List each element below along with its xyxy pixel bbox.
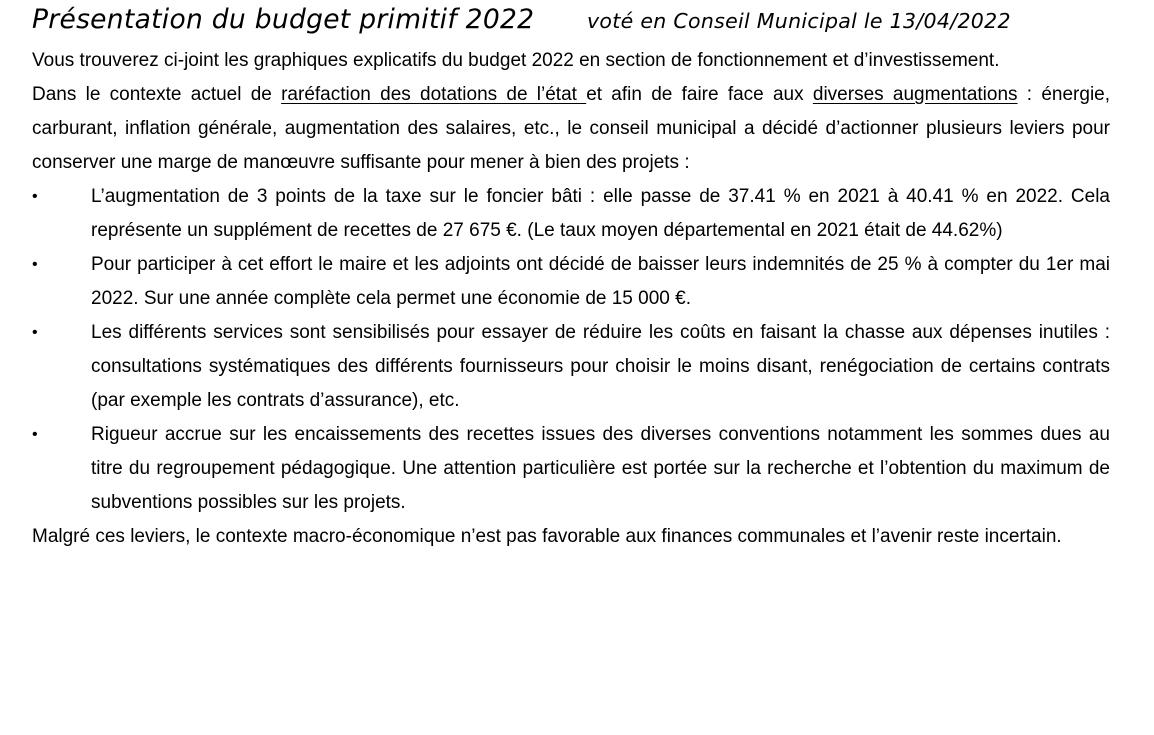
lever-item xyxy=(32,316,1110,418)
page-title xyxy=(32,0,1110,44)
bullet-icon: • xyxy=(32,188,38,205)
context-text-2: et afin de faire face aux xyxy=(586,84,813,105)
context-text-1: Dans le contexte actuel de xyxy=(32,84,282,105)
underlined-augmentations: diverses augmentations xyxy=(812,84,1018,105)
lever-item xyxy=(32,248,1110,316)
underlined-dotations: raréfaction des dotations de l’état xyxy=(281,84,587,105)
levers-list xyxy=(32,180,1110,520)
lever-item xyxy=(32,418,1110,520)
intro-paragraph: Vous trouverez ci-joint les graphiques explicatifs du budget 2022 en section de fonctionnement et d’investissement. xyxy=(32,50,1000,71)
bullet-icon: • xyxy=(32,324,38,341)
context-text-3: : énergie, carburant, inflation générale, augmentation des salaires, etc., le conseil municipal a décidé d’actionner plusieurs leviers pour conserver une marge de manœuvre suffisante pour mener à bien des projets : xyxy=(32,84,1111,173)
lever-text: Pour participer à cet effort le maire et les adjoints ont décidé de baisser leurs indemnités de 25 % à compter du 1er mai 2022. Sur une année complète cela permet une économie de 15 000 €. xyxy=(91,254,1110,309)
title-main: Présentation du budget primitif 2022 xyxy=(32,4,535,35)
lever-text: L’augmentation de 3 points de la taxe sur le foncier bâti : elle passe de 37.41 % en 2021 à 40.41 % en 2022. Cela représente un supplément de recettes de 27 675 €. (Le taux moyen départemental en 2021 était de 44.62%) xyxy=(91,186,1110,241)
context-paragraph xyxy=(32,78,1110,180)
body-text xyxy=(32,44,1110,554)
lever-text: Rigueur accrue sur les encaissements des recettes issues des diverses conventions notamment les sommes dues au titre du regroupement pédagogique. Une attention particulière est portée sur la recherche et l’obtention du maximum de subventions possibles sur les projets. xyxy=(91,424,1110,513)
lever-item xyxy=(32,180,1110,248)
lever-text: Les différents services sont sensibilisés pour essayer de réduire les coûts en faisant la chasse aux dépenses inutiles : consultations systématiques des différents fournisseurs pour choisir le moins disant, renégociation de certains contrats (par exemple les contrats d’assurance), etc. xyxy=(91,322,1110,411)
title-vote-date: voté en Conseil Municipal le 13/04/2022 xyxy=(587,9,1011,33)
conclusion-paragraph: Malgré ces leviers, le contexte macro-économique n’est pas favorable aux finances communales et l’avenir reste incertain. xyxy=(32,526,1062,547)
document xyxy=(32,0,1110,554)
bullet-icon: • xyxy=(32,426,38,443)
bullet-icon: • xyxy=(32,256,38,273)
